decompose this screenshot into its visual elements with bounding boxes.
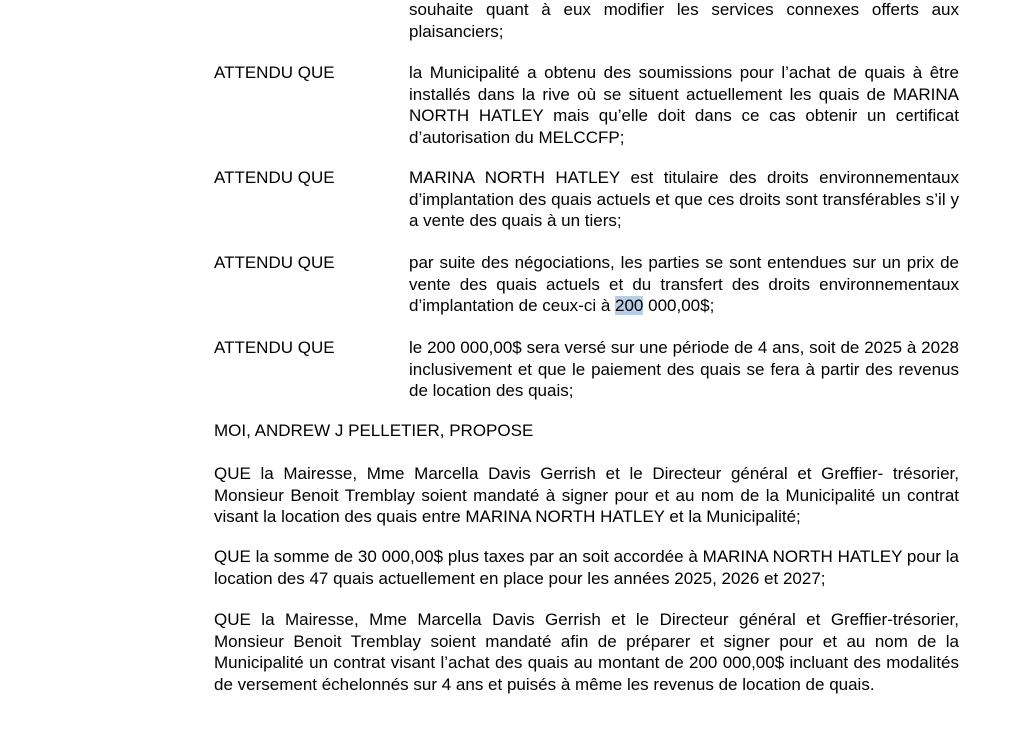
intro-continuation: souhaite quant à eux modifier les services connexes offerts aux plaisanciers; xyxy=(409,0,959,41)
consideration-text-4: le 200 000,00$ sera versé sur une période de 4 ans, soit de 2025 à 2028 inclusivement et que le paiement des quais se fera à partir des revenus de location des quais; xyxy=(409,338,959,400)
consideration-text-3-after: 000,00$; xyxy=(643,296,715,315)
consideration-label-4: ATTENDU QUE xyxy=(214,338,335,357)
resolution-2: QUE la somme de 30 000,00$ plus taxes par an soit accordée à MARINA NORTH HATLEY pour la location des 47 quais actuellement en place pour les années 2025, 2026 et 2027; xyxy=(214,547,959,588)
resolution-3: QUE la Mairesse, Mme Marcella Davis Gerrish et le Directeur général et Greffier-trésorier, Monsieur Benoit Tremblay soient mandaté afin de préparer et signer pour et au nom de la Municipalité un contrat visant l’achat des quais au montant de 200 000,00$ incluant des modalités de versement échelonnés sur 4 ans et puisés à même les revenus de location de quais. xyxy=(214,610,959,694)
consideration-text-3-before: par suite des négociations, les parties se sont entendues sur un prix de vente des quais actuels et du transfert des droits environnementaux d’implantation de ceux-ci à xyxy=(409,253,959,315)
consideration-text-2: MARINA NORTH HATLEY est titulaire des droits environnementaux d’implantation des quais actuels et que ces droits sont transférables s’il y a vente des quais à un tiers; xyxy=(409,168,959,230)
consideration-text-3 xyxy=(409,252,959,317)
selected-text-highlight[interactable]: 200 xyxy=(615,296,644,315)
consideration-label-3: ATTENDU QUE xyxy=(214,253,335,272)
consideration-label-1: ATTENDU QUE xyxy=(214,63,335,82)
proposer-line: MOI, ANDREW J PELLETIER, PROPOSE xyxy=(214,421,534,440)
consideration-label-2: ATTENDU QUE xyxy=(214,168,335,187)
consideration-text-1: la Municipalité a obtenu des soumissions pour l’achat de quais à être installés dans la rive où se situent actuellement les quais de MARINA NORTH HATLEY mais qu’elle doit dans ce cas obtenir un certificat d’autorisation du MELCCFP; xyxy=(409,63,959,147)
resolution-1: QUE la Mairesse, Mme Marcella Davis Gerrish et le Directeur général et Greffier- trésorier, Monsieur Benoit Tremblay soient mandaté à signer pour et au nom de la Municipalité un contrat visant la location des quais entre MARINA NORTH HATLEY et la Municipalité; xyxy=(214,464,959,526)
